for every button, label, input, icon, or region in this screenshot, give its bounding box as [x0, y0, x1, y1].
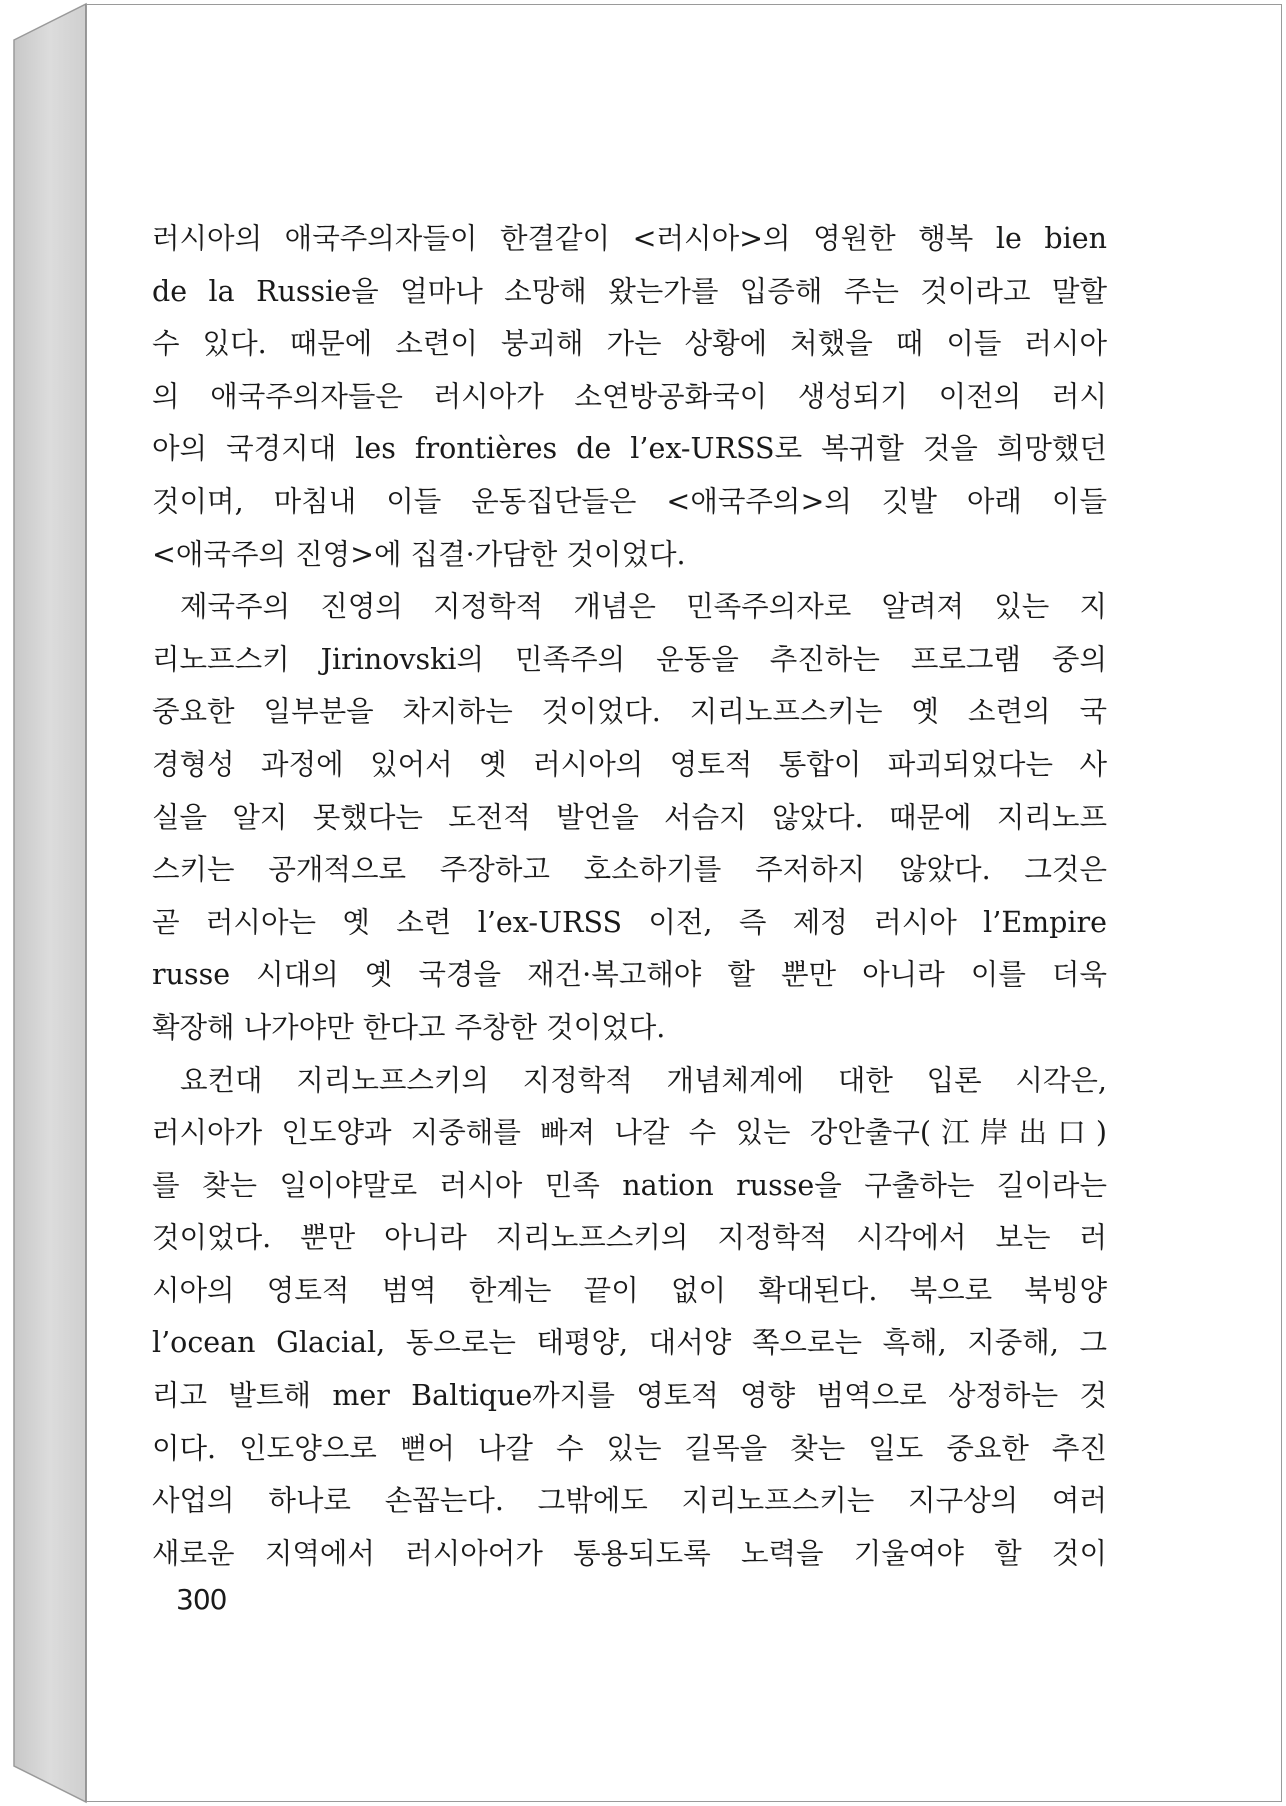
text-line: <애국주의 진영>에 집결·가담한 것이었다.: [152, 537, 686, 571]
text-line: 제국주의 진영의 지정학적 개념은 민족주의자로 알려져 있는 지: [180, 590, 1107, 624]
text-line: russe 시대의 옛 국경을 재건·복고해야 할 뿐만 아니라 이를 더욱: [152, 958, 1107, 992]
text-line: 를 찾는 일이야말로 러시아 민족 nation russe을 구출하는 길이라는: [152, 1168, 1107, 1202]
text-line: de la Russie을 얼마나 소망해 왔는가를 입증해 주는 것이라고 말할: [152, 274, 1107, 308]
text-line: 스키는 공개적으로 주장하고 호소하기를 주저하지 않았다. 그것은: [152, 853, 1107, 887]
text-line: 아의 국경지대 les frontières de l’ex-URSS로 복귀할 것을 희망했던: [152, 432, 1107, 466]
text-line: 사업의 하나로 손꼽는다. 그밖에도 지리노프스키는 지구상의 여러: [152, 1484, 1107, 1518]
text-line: 실을 알지 못했다는 도전적 발언을 서슴지 않았다. 때문에 지리노프: [152, 800, 1107, 834]
text-line: 러시아의 애국주의자들이 한결같이 <러시아>의 영원한 행복 le bien: [152, 222, 1107, 255]
text-line: 새로운 지역에서 러시아어가 통용되도록 노력을 기울여야 할 것이: [152, 1536, 1107, 1570]
text-line: 러시아가 인도양과 지중해를 빠져 나갈 수 있는 강안출구(江岸出口): [152, 1116, 1107, 1150]
text-line: 리고 발트해 mer Baltique까지를 영토적 영향 범역으로 상정하는 것: [152, 1379, 1107, 1413]
text-line: 수 있다. 때문에 소련이 붕괴해 가는 상황에 처했을 때 이들 러시아: [152, 327, 1107, 361]
text-line: 것이었다. 뿐만 아니라 지리노프스키의 지정학적 시각에서 보는 러: [152, 1221, 1107, 1255]
text-line: l’ocean Glacial, 동으로는 태평양, 대서양 쪽으로는 흑해, 지중해, 그: [152, 1326, 1107, 1360]
text-line: 의 애국주의자들은 러시아가 소연방공화국이 생성되기 이전의 러시: [152, 379, 1107, 413]
text-line: 확장해 나가야만 한다고 주창한 것이었다.: [152, 1010, 666, 1044]
text-line: 이다. 인도양으로 뻗어 나갈 수 있는 길목을 찾는 일도 중요한 추진: [152, 1431, 1107, 1465]
text-line: 곧 러시아는 옛 소련 l’ex-URSS 이전, 즉 제정 러시아 l’Empire: [152, 905, 1107, 939]
page-number: 300: [176, 1583, 227, 1616]
text-line: 것이며, 마침내 이들 운동집단들은 <애국주의>의 깃발 아래 이들: [152, 484, 1107, 518]
text-line: 경형성 과정에 있어서 옛 러시아의 영토적 통합이 파괴되었다는 사: [152, 747, 1107, 781]
text-line: 시아의 영토적 범역 한계는 끝이 없이 확대된다. 북으로 북빙양: [152, 1273, 1107, 1307]
text-line: 리노프스키 Jirinovski의 민족주의 운동을 추진하는 프로그램 중의: [152, 642, 1107, 676]
body-text: [152, 213, 1107, 1580]
text-line: 중요한 일부분을 차지하는 것이었다. 지리노프스키는 옛 소련의 국: [152, 695, 1107, 729]
text-line: 요컨대 지리노프스키의 지정학적 개념체계에 대한 입론 시각은,: [180, 1063, 1107, 1097]
